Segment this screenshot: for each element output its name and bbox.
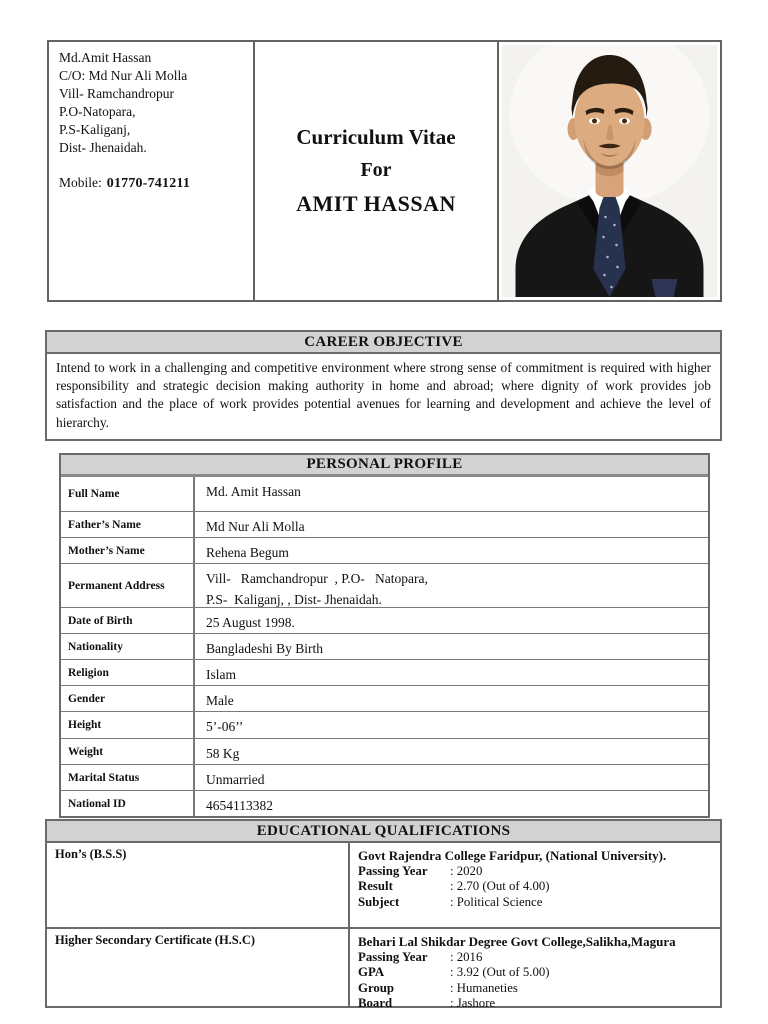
profile-field-label: Gender (61, 686, 195, 711)
education-details (350, 929, 720, 1010)
profile-field-label: Weight (61, 739, 195, 764)
education-field-value: : Jashore (450, 996, 496, 1010)
education-field-label: Board (358, 996, 393, 1010)
profile-field-value (195, 564, 708, 607)
education-field-label: Result (358, 879, 393, 893)
education-field-label: Subject (358, 894, 400, 909)
profile-value-line: Md. Amit Hassan (206, 484, 301, 499)
profile-value-line: 4654113382 (206, 798, 273, 813)
profile-field-value (195, 538, 708, 563)
profile-value-line: P.S- Kaliganj, , Dist- Jhenaidah. (206, 592, 382, 607)
education-field-value: : 3.92 (Out of 5.00) (450, 965, 550, 979)
education-details (350, 843, 720, 927)
profile-value-line: Islam (206, 667, 236, 682)
profile-value-line: Vill- Ramchandropur , P.O- Natopara, (206, 571, 428, 586)
mobile-line (59, 174, 245, 194)
profile-field-value (195, 686, 708, 711)
education-field-value: : 2.70 (Out of 4.00) (450, 879, 550, 893)
profile-row (61, 537, 708, 563)
profile-row (61, 563, 708, 607)
career-objective-header: CAREER OBJECTIVE (47, 332, 720, 354)
profile-field-value (195, 608, 708, 633)
education-degree: Higher Secondary Certificate (H.S.C) (47, 929, 350, 1006)
education-institution: Behari Lal Shikdar Degree Govt College,Salikha,Magura (358, 934, 676, 949)
address-line: C/O: Md Nur Ali Molla (59, 67, 188, 83)
profile-field-value (195, 477, 708, 511)
profile-field-label: Full Name (61, 477, 195, 511)
education-field-row (358, 965, 714, 981)
address-line: Md.Amit Hassan (59, 50, 152, 65)
education-entry-row (47, 843, 720, 927)
address-line: P.S-Kaliganj, (59, 121, 131, 137)
portrait-photo (499, 42, 720, 300)
education-field-row (358, 981, 714, 997)
profile-field-value (195, 634, 708, 659)
education-field-row (358, 864, 714, 880)
profile-row (61, 659, 708, 685)
cv-title-line1: Curriculum Vitae (296, 125, 456, 149)
education-fields (358, 864, 714, 911)
profile-field-value (195, 660, 708, 685)
profile-row (61, 685, 708, 711)
profile-row (61, 633, 708, 659)
personal-profile-rows (61, 477, 708, 816)
mobile-label: Mobile: (59, 174, 102, 190)
education-field-row (358, 879, 714, 895)
profile-row (61, 764, 708, 790)
education-field-value: : 2016 (450, 949, 483, 964)
profile-field-label: Height (61, 712, 195, 738)
profile-value-line: Rehena Begum (206, 545, 289, 560)
educational-qualifications-section (45, 819, 722, 1008)
education-degree: Hon’s (B.S.S) (47, 843, 350, 927)
career-objective-text: Intend to work in a challenging and competitive environment where strong sense of commitment is required with higher responsibility and strategic decision making authority in home and abroad; where dignity of work provides job satisfaction and the place of work provides potential avenues for learning and development and achieve the level of hierarchy. (56, 360, 711, 430)
education-field-row (358, 996, 714, 1012)
profile-field-label: Mother’s Name (61, 538, 195, 563)
education-field-label: Group (358, 980, 395, 995)
profile-field-label: Religion (61, 660, 195, 685)
personal-profile-header: PERSONAL PROFILE (61, 455, 708, 477)
cv-title-name: AMIT HASSAN (296, 191, 456, 216)
profile-field-value (195, 765, 708, 790)
educational-qualifications-header: EDUCATIONAL QUALIFICATIONS (47, 821, 720, 843)
profile-value-line: 25 August 1998. (206, 615, 295, 630)
education-institution: Govt Rajendra College Faridpur, (National University). (358, 848, 667, 863)
profile-value-line: 58 Kg (206, 746, 240, 761)
profile-field-label: National ID (61, 791, 195, 816)
education-field-value: : Political Science (450, 894, 543, 909)
profile-value-line: Bangladeshi By Birth (206, 641, 323, 656)
profile-field-label: Marital Status (61, 765, 195, 790)
education-field-row (358, 950, 714, 966)
personal-profile-section (59, 453, 710, 818)
education-entry-row (47, 927, 720, 1010)
career-objective-section (45, 330, 722, 441)
profile-field-value (195, 791, 708, 816)
address-line: P.O-Natopara, (59, 103, 136, 119)
profile-value-line: Male (206, 693, 234, 708)
mobile-number: 01770-741211 (106, 175, 191, 191)
profile-row (61, 790, 708, 816)
profile-field-value (195, 712, 708, 738)
education-field-value: : 2020 (450, 863, 483, 878)
profile-field-label: Permanent Address (61, 564, 195, 607)
profile-field-value (195, 739, 708, 764)
profile-value-line: Md Nur Ali Molla (206, 519, 305, 534)
address-line: Vill- Ramchandropur (59, 85, 175, 101)
address-line: Dist- Jhenaidah. (59, 139, 147, 155)
contact-address-cell (49, 42, 255, 300)
address-block (59, 49, 245, 157)
header-card (47, 40, 722, 302)
profile-row (61, 607, 708, 633)
education-field-label: Passing Year (358, 949, 428, 964)
cv-title-cell (255, 42, 499, 300)
profile-row (61, 511, 708, 537)
education-field-label: GPA (358, 965, 385, 979)
profile-row (61, 477, 708, 511)
profile-field-label: Nationality (61, 634, 195, 659)
profile-field-label: Date of Birth (61, 608, 195, 633)
cv-title-line2: For (360, 159, 392, 181)
profile-row (61, 711, 708, 738)
profile-value-line: 5’-06’’ (206, 719, 244, 734)
profile-row (61, 738, 708, 764)
profile-field-label: Father’s Name (61, 512, 195, 537)
profile-value-line: Unmarried (206, 772, 265, 787)
education-field-value: : Humaneties (450, 980, 518, 995)
education-field-label: Passing Year (358, 863, 428, 878)
profile-field-value (195, 512, 708, 537)
education-fields (358, 950, 714, 1012)
education-field-row (358, 895, 714, 911)
educational-qualifications-rows (47, 843, 720, 1010)
